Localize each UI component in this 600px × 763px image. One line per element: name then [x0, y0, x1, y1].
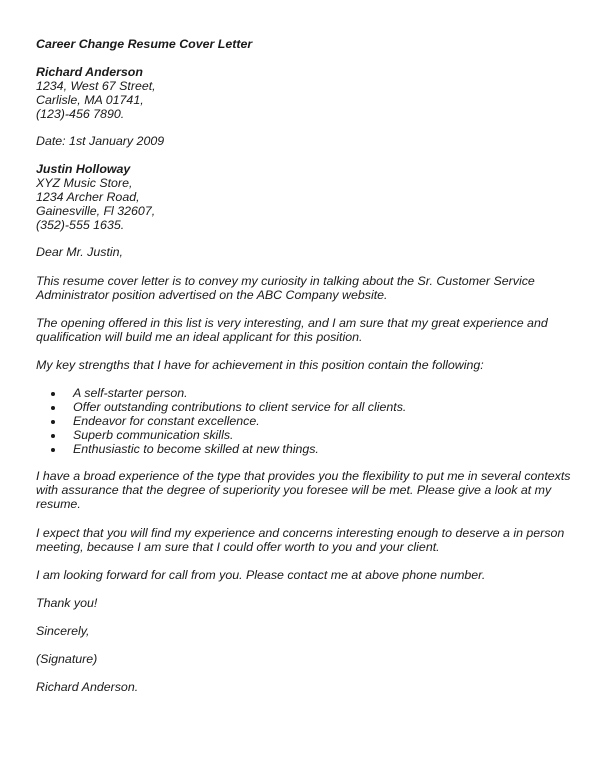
sender-name: Richard Anderson: [36, 65, 143, 79]
date-text: Date: 1st January 2009: [36, 134, 165, 148]
paragraph-strengths-intro: [36, 358, 566, 372]
thanks-line: [36, 596, 566, 610]
paragraph-line: My key strengths that I have for achievement in this position contain the following:: [36, 358, 484, 372]
letter-title: [36, 37, 566, 51]
signature-text: (Signature): [36, 652, 98, 666]
title-text: Career Change Resume Cover Letter: [36, 37, 253, 51]
paragraph-line: resume.: [36, 497, 81, 511]
recipient-name: Justin Holloway: [36, 162, 131, 176]
paragraph-intro: [36, 274, 566, 302]
paragraph-line: I have a broad experience of the type that provides you the flexibility to put me in several contexts: [36, 469, 571, 483]
strengths-list: [36, 386, 566, 456]
paragraph-line: This resume cover letter is to convey my curiosity in talking about the Sr. Customer Service: [36, 274, 535, 288]
sincerely-line: [36, 624, 566, 638]
list-item: A self-starter person.: [36, 386, 566, 400]
thanks-text: Thank you!: [36, 596, 98, 610]
sender-block: [36, 65, 566, 121]
paragraph-line: I am looking forward for call from you. Please contact me at above phone number.: [36, 568, 486, 582]
paragraph-line: qualification will build me an ideal applicant for this position.: [36, 330, 363, 344]
sincerely-text: Sincerely,: [36, 624, 90, 638]
list-item: Superb communication skills.: [36, 428, 566, 442]
paragraph-experience: [36, 469, 571, 511]
paragraph-line: meeting, because I am sure that I could offer worth to you and your client.: [36, 540, 440, 554]
paragraph-line: Administrator position advertised on the ABC Company website.: [36, 288, 388, 302]
paragraph-line: with assurance that the degree of superiority you foresee will be met. Please give a look at my: [36, 483, 552, 497]
recipient-phone: (352)-555 1635.: [36, 218, 125, 232]
paragraph-meeting: [36, 526, 566, 554]
letter-date: [36, 134, 566, 148]
signoff-text: Richard Anderson.: [36, 680, 139, 694]
paragraph-contact: [36, 568, 566, 582]
recipient-block: [36, 162, 566, 232]
list-item: Endeavor for constant excellence.: [36, 414, 566, 428]
paragraph-opening: [36, 316, 566, 344]
recipient-address-line: 1234 Archer Road,: [36, 190, 140, 204]
recipient-address-line: Gainesville, Fl 32607,: [36, 204, 156, 218]
salutation: [36, 245, 566, 259]
signoff-name: [36, 680, 566, 694]
signature-placeholder: [36, 652, 566, 666]
sender-phone: (123)-456 7890.: [36, 107, 125, 121]
list-item: Offer outstanding contributions to client service for all clients.: [36, 400, 566, 414]
salutation-text: Dear Mr. Justin,: [36, 245, 123, 259]
list-item: Enthusiastic to become skilled at new things.: [36, 442, 566, 456]
paragraph-line: I expect that you will find my experience and concerns interesting enough to deserve a in person: [36, 526, 565, 540]
recipient-address-line: XYZ Music Store,: [36, 176, 133, 190]
sender-address-line: Carlisle, MA 01741,: [36, 93, 144, 107]
sender-address-line: 1234, West 67 Street,: [36, 79, 156, 93]
paragraph-line: The opening offered in this list is very interesting, and I am sure that my great experience and: [36, 316, 548, 330]
